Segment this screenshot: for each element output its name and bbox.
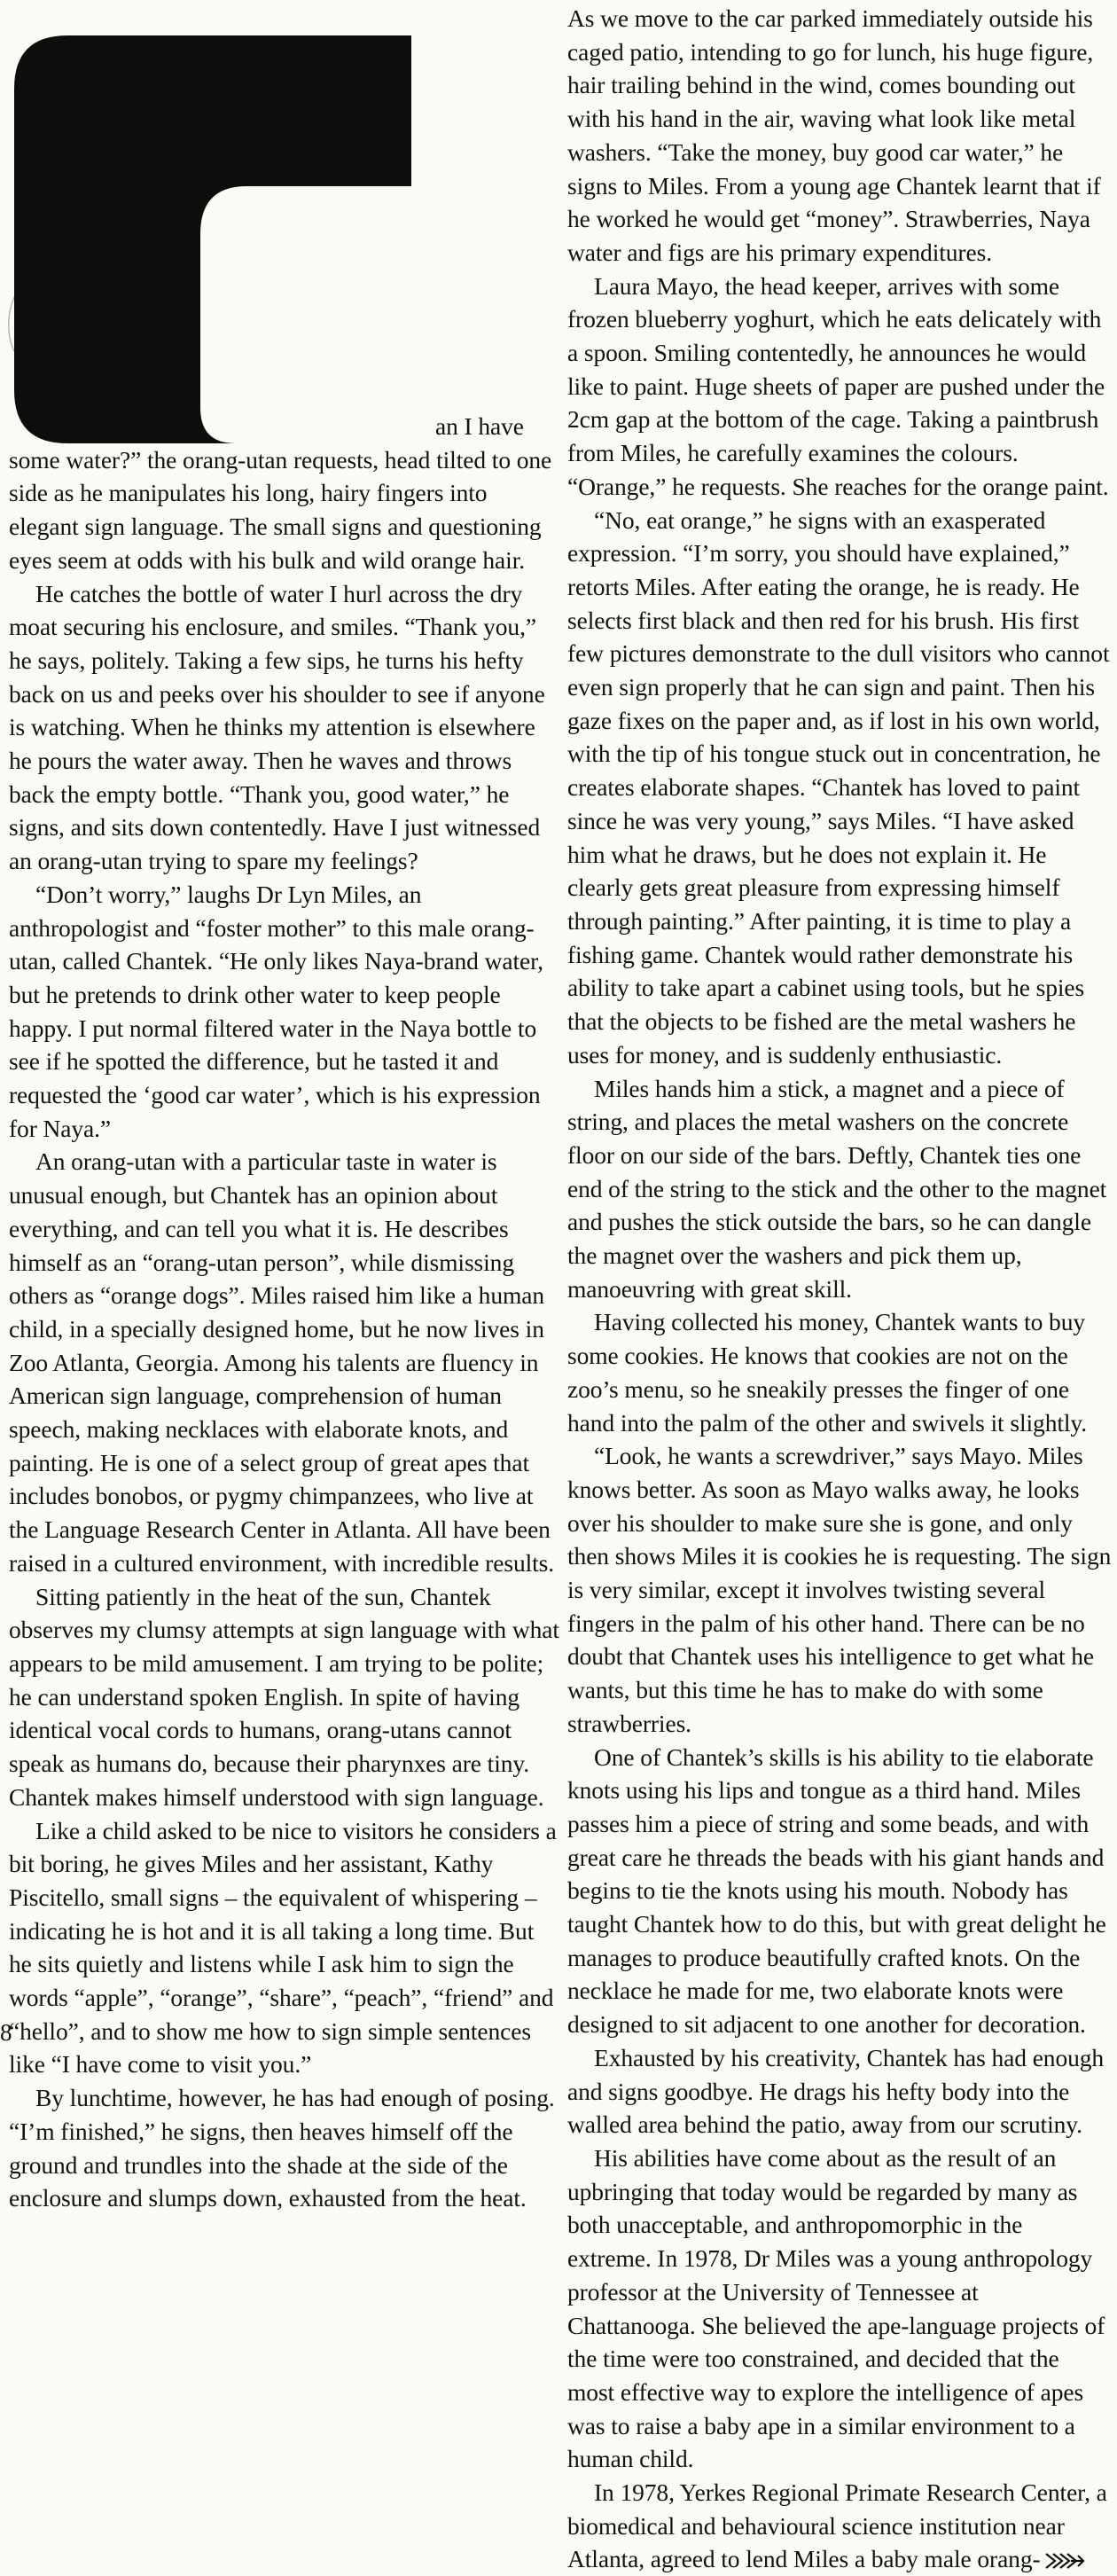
body-paragraph: Exhausted by his creativity, Chantek has had enough and signs goodbye. He drags his hefty body into the walled area behind the patio, away from our scrutiny. [567,2043,1105,2139]
body-paragraph: Having collected his money, Chantek wants to buy some cookies. He knows that cookies are not on the zoo’s menu, so he sneakily presses the finger of one hand into the palm of the other and swivels it slightly. [567,1308,1088,1437]
body-paragraph: By lunchtime, however, he has had enough of posing. “I’m finished,” he signs, then heaves himself off the ground and trundles into the shade at the side of the enclosure and slumps down, exhausted from the heat. [9,2084,555,2212]
body-paragraph: “Don’t worry,” laughs Dr Lyn Miles, an anthropologist and “foster mother” to this male orang-utan, called Chantek. “He only likes Naya-brand water, but he pretends to drink other water to keep people happy. I put normal filtered water in the Naya bottle to see if he spotted the difference, but he tasted it and requested the ‘good car water’, which is his expression for Naya.” [9,880,543,1142]
body-paragraph: An orang-utan with a particular taste in water is unusual enough, but Chantek has an opinion about everything, and can tell you what it is. He describes himself as an “orang-utan person”, while dismissing others as “orange dogs”. Miles raised him like a human child, in a specially designed home, but he now lives in Zoo Atlanta, Georgia. Among his talents are fluency in American sign language, comprehension of human speech, making necklaces with elaborate knots, and painting. He is one of a select group of great apes that includes bonobos, or pygmy chimpanzees, who live at the Language Research Center in Atlanta. All have been raised in a cultured environment, with incredible results. [9,1147,555,1577]
body-paragraph: He catches the bottle of water I hurl across the dry moat securing his enclosure, and smiles. “Thank you,” he says, politely. Taking a few sips, he turns his hefty back on us and peeks over his shoulder to see if anyone is watching. When he thinks my attention is elsewhere he pours the water away. Then he waves and throws back the empty bottle. “Thank you, good water,” he signs, and sits down contentedly. Have I just witnessed an orang-utan trying to spare my feelings? [9,579,545,875]
body-paragraph: Laura Mayo, the head keeper, arrives with some frozen blueberry yoghurt, which he eats delicately with a spoon. Smiling contentedly, he announces he would like to paint. Huge sheets of paper are pushed under the 2cm gap at the bottom of the cage. Taking a paintbrush from Miles, he carefully examines the colours. “Orange,” he requests. She reaches for the orange paint. [567,271,1109,500]
last-paragraph-text: In 1978, Yerkes Regional Primate Research Center, a biomedical and behavioural science institution near Atlanta, agreed to lend Miles a baby male orang- [567,2478,1107,2573]
right-column [567,2,1112,2576]
body-paragraph: His abilities have come about as the result of an upbringing that today would be regarded by many as both unacceptable, and anthropomorphic in the extreme. In 1978, Dr Miles was a young anthropology professor at the University of Tennessee at Chattanooga. She believed the ape-language projects of the time were too constrained, and decided that the most effective way to explore the intelligence of apes was to raise a baby ape in a similar environment to a human child. [567,2144,1105,2473]
body-paragraph: “No, eat orange,” he signs with an exasperated expression. “I’m sorry, you should have explained,” retorts Miles. After eating the orange, he is ready. He selects first black and then red for his brush. His first few pictures demonstrate to the dull visitors who cannot even sign properly that he can sign and paint. Then his gaze fixes on the paper and, as if lost in his own world, with the tip of his tongue stuck out in concentration, he creates elaborate shapes. “Chantek has loved to paint since he was very young,” says Miles. “I have asked him what he draws, but he does not explain it. He clearly gets great pleasure from expressing himself through painting.” After painting, it is time to play a fishing game. Chantek would rather demonstrate his ability to take apart a cabinet using tools, but he spies that the objects to be fished are the metal washers he uses for money, and is suddenly enthusiastic. [567,505,1110,1069]
body-paragraph: “Look, he wants a screwdriver,” says Mayo. Miles knows better. As soon as Mayo walks away, he looks over his shoulder to make sure she is gone, and only then shows Miles it is cookies he is requesting. The sign is very similar, except it involves twisting several fingers in the palm of his other hand. There can be no doubt that Chantek uses his intelligence to get what he wants, but this time he has to make do with some strawberries. [567,1442,1112,1737]
drop-cap-spacer [9,2,560,410]
body-paragraph: Like a child asked to be nice to visitors he considers a bit boring, he gives Miles and her assistant, Kathy Piscitello, small signs – the equivalent of whispering – indicating he is hot and it is all taking a long time. But he sits quietly and listens while I ask him to sign the words “apple”, “orange”, “share”, “peach”, “friend” and “hello”, and to show me how to sign simple sentences like “I have come to visit you.” [9,1816,557,2079]
opening-rest: some water?” the orang-utan requests, head tilted to one side as he manipulates his long, hairy fingers into elegant sign language. The small signs and questioning eyes seem at odds with his bulk and wild orange hair. [9,445,552,574]
continued-paragraph: As we move to the car parked immediately outside his caged patio, intending to go for lunch, his huge figure, hair trailing behind in the wind, comes bounding out with his hand in the air, waving what look like metal washers. “Take the money, buy good car water,” he signs to Miles. From a young age Chantek learnt that if he worked he would get “money”. Strawberries, Naya water and figs are his primary expenditures. [567,4,1101,266]
opening-first-line: an I have [435,412,524,440]
left-column [9,2,560,2215]
last-paragraph [567,2476,1112,2576]
opening-paragraph [9,410,560,577]
body-paragraph: Sitting patiently in the heat of the sun, Chantek observes my clumsy attempts at sign language with what appears to be mild amusement. I am trying to be polite; he can understand spoken English. In spite of having identical vocal cords to humans, orang-utans cannot speak as humans do, because their pharynxes are tiny. Chantek makes himself understood with sign language. [9,1582,559,1811]
body-paragraph: Miles hands him a stick, a magnet and a piece of string, and places the metal washers on the concrete floor on our side of the bars. Deftly, Chantek ties one end of the string to the stick and the other to the magnet and pushes the stick outside the bars, so he can dangle the magnet over the washers and pick them up, manoeuvring with great skill. [567,1074,1107,1303]
body-paragraph: One of Chantek’s skills is his ability to tie elaborate knots using his lips and tongue as a third hand. Miles passes him a piece of string and some beads, and with great care he threads the beads with his giant hands and begins to tie the knots using his mouth. Nobody has taught Chantek how to do this, but with great delight he manages to produce beautifully crafted knots. On the necklace he made for me, two elaborate knots were designed to sit adjacent to one another for decoration. [567,1742,1106,2039]
continue-arrows-icon [1044,2551,1085,2571]
page-number: 8 [0,2019,12,2046]
